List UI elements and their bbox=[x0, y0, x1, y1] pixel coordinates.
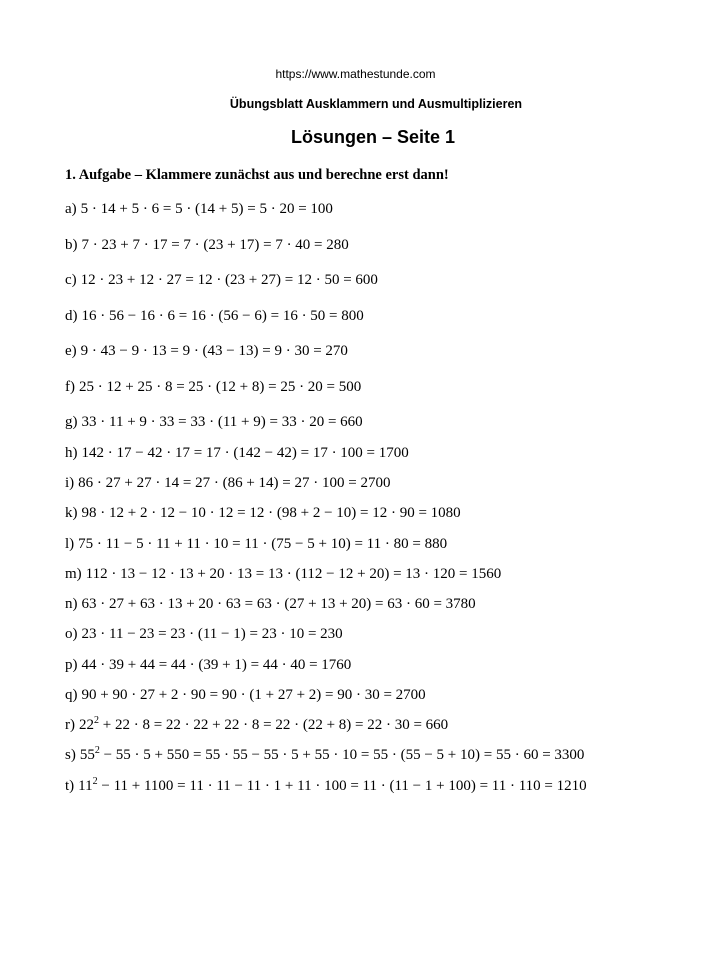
solution-expression: 9 · 43 − 9 · 13 = 9 · (43 − 13) = 9 · 30 = 270 bbox=[80, 343, 348, 359]
solution-label: b) bbox=[65, 236, 78, 253]
solution-power-base: 11 bbox=[78, 777, 93, 794]
solution-i bbox=[65, 474, 390, 492]
solution-expression: 90 + 90 · 27 + 2 · 90 = 90 · (1 + 27 + 2) = 90 · 30 = 2700 bbox=[81, 686, 426, 703]
solution-power-base: 22 bbox=[79, 717, 94, 733]
solution-label: a) bbox=[65, 201, 77, 217]
solution-label: i) bbox=[65, 475, 75, 491]
website-url: https://www.mathestunde.com bbox=[275, 67, 436, 81]
solution-label: g) bbox=[65, 414, 78, 430]
solution-label: t) bbox=[65, 777, 75, 794]
solution-expression: 12 · 23 + 12 · 27 = 12 · (23 + 27) = 12 · 50 = 600 bbox=[80, 272, 378, 288]
solution-l bbox=[65, 535, 447, 553]
solution-expression: 142 · 17 − 42 · 17 = 17 · (142 − 42) = 17 · 100 = 1700 bbox=[81, 444, 409, 461]
worksheet-subtitle: Übungsblatt Ausklammern und Ausmultiplizieren bbox=[229, 97, 523, 111]
solution-expression: 98 · 12 + 2 · 12 − 10 · 12 = 12 · (98 + 2 − 10) = 12 · 90 = 1080 bbox=[81, 505, 461, 521]
solution-b bbox=[65, 236, 349, 254]
solution-expression: − 55 · 5 + 550 = 55 · 55 − 55 · 5 + 55 · 10 = 55 · (55 − 5 + 10) = 55 · 60 = 3300 bbox=[99, 747, 585, 763]
solution-label: n) bbox=[65, 596, 78, 612]
solution-power-exponent: 2 bbox=[92, 775, 98, 787]
solution-o bbox=[65, 625, 343, 643]
solution-p bbox=[65, 656, 351, 674]
solution-expression: 7 · 23 + 7 · 17 = 7 · (23 + 17) = 7 · 40 = 280 bbox=[81, 236, 349, 253]
solution-expression: 23 · 11 − 23 = 23 · (11 − 1) = 23 · 10 = 230 bbox=[81, 626, 343, 642]
solution-k bbox=[65, 504, 461, 522]
solution-c bbox=[65, 271, 378, 289]
solution-label: d) bbox=[65, 307, 78, 324]
task-heading: 1. Aufgabe – Klammere zunächst aus und berechne erst dann! bbox=[65, 167, 449, 183]
solution-expression: 75 · 11 − 5 · 11 + 11 · 10 = 11 · (75 − 5 + 10) = 11 · 80 = 880 bbox=[78, 535, 448, 552]
solution-a bbox=[65, 200, 333, 218]
solution-label: e) bbox=[65, 343, 77, 359]
solution-r bbox=[65, 716, 448, 734]
solution-f bbox=[65, 378, 361, 396]
solution-d bbox=[65, 307, 364, 325]
solution-m bbox=[65, 565, 501, 583]
solution-expression: 33 · 11 + 9 · 33 = 33 · (11 + 9) = 33 · 20 = 660 bbox=[81, 414, 363, 430]
solution-label: q) bbox=[65, 686, 78, 703]
solution-label: c) bbox=[65, 272, 77, 288]
solution-power-exponent: 2 bbox=[94, 715, 99, 726]
solution-power-base: 55 bbox=[79, 747, 95, 763]
solution-expression: 25 · 12 + 25 · 8 = 25 · (12 + 8) = 25 · 20 = 500 bbox=[79, 378, 362, 395]
solution-label: k) bbox=[65, 505, 78, 521]
solution-expression: 63 · 27 + 63 · 13 + 20 · 63 = 63 · (27 + 13 + 20) = 63 · 60 = 3780 bbox=[81, 596, 476, 612]
solution-expression: + 22 · 8 = 22 · 22 + 22 · 8 = 22 · (22 + 8) = 22 · 30 = 660 bbox=[99, 717, 449, 733]
solution-e bbox=[65, 342, 348, 360]
solution-label: h) bbox=[65, 444, 78, 461]
solution-label: f) bbox=[65, 378, 75, 395]
solution-expression: 5 · 14 + 5 · 6 = 5 · (14 + 5) = 5 · 20 = 100 bbox=[80, 201, 333, 217]
solution-g bbox=[65, 413, 363, 431]
solution-label: l) bbox=[65, 535, 75, 552]
solution-h bbox=[65, 444, 409, 462]
solution-expression: − 11 + 1100 = 11 · 11 − 11 · 1 + 11 · 100 = 11 · (11 − 1 + 100) = 11 · 110 = 1210 bbox=[97, 777, 587, 794]
page-title: Lösungen – Seite 1 bbox=[290, 127, 456, 147]
solution-expression: 44 · 39 + 44 = 44 · (39 + 1) = 44 · 40 = 1760 bbox=[81, 656, 352, 673]
solution-s bbox=[65, 746, 584, 764]
solution-t bbox=[65, 777, 587, 795]
solution-n bbox=[65, 595, 476, 613]
solution-label: r) bbox=[65, 717, 75, 733]
solution-label: o) bbox=[65, 626, 78, 642]
solution-expression: 86 · 27 + 27 · 14 = 27 · (86 + 14) = 27 · 100 = 2700 bbox=[78, 475, 391, 491]
solution-expression: 112 · 13 − 12 · 13 + 20 · 13 = 13 · (112 − 12 + 20) = 13 · 120 = 1560 bbox=[85, 565, 502, 582]
solution-q bbox=[65, 686, 426, 704]
solution-label: m) bbox=[65, 565, 82, 582]
solution-power-exponent: 2 bbox=[94, 745, 100, 756]
solution-label: s) bbox=[65, 747, 76, 763]
solution-label: p) bbox=[65, 656, 78, 673]
solution-expression: 16 · 56 − 16 · 6 = 16 · (56 − 6) = 16 · 50 = 800 bbox=[81, 307, 364, 324]
